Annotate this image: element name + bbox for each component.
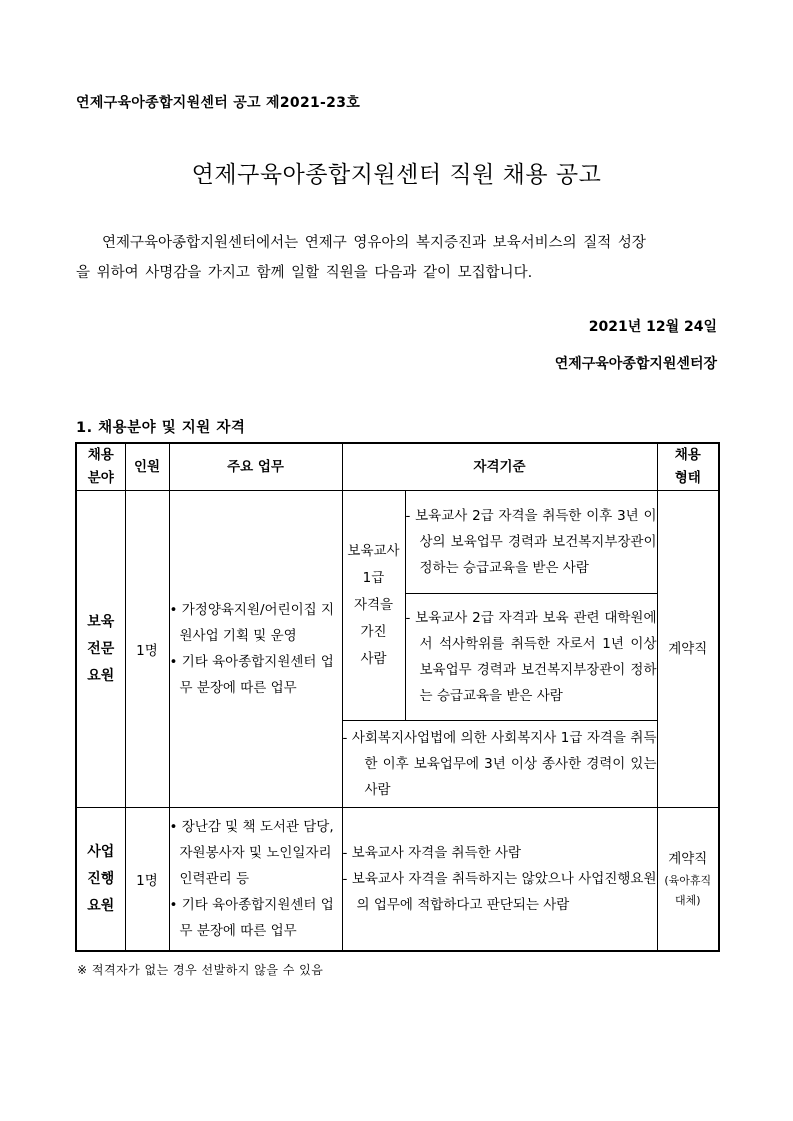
intro-line-2: 을 위하여 사명감을 가지고 함께 일할 직원을 다음과 같이 모집합니다. (76, 265, 533, 281)
row1-criteria-c (342, 721, 657, 808)
qual-line5: 사람 (360, 651, 387, 667)
header-headcount: 인원 (125, 443, 169, 491)
row1-field (76, 491, 125, 808)
table-header-row (76, 443, 719, 491)
row2-field-line2: 진행 (87, 870, 115, 887)
row1-duties (169, 491, 342, 808)
row2-duty-2: • 기타 육아종합지원센터 업무 분장에 따른 업무 (169, 897, 334, 939)
row2-headcount: 1명 (125, 808, 169, 952)
header-employment-line1: 채용 (674, 447, 701, 463)
row2-employment-type: 계약직 (668, 851, 708, 867)
table-row (76, 491, 719, 594)
row1-duty-1: • 가정양육지원/어린이집 지원사업 기획 및 운영 (169, 602, 335, 644)
header-field-line1: 채용 (87, 447, 114, 463)
recruitment-table (75, 442, 720, 952)
criteria-a-text: - 보육교사 2급 자격을 취득한 이후 3년 이상의 보육업무 경력과 보건복지부장관이 정하는 승급교육을 받은 사람 (405, 508, 657, 576)
row2-employment (657, 808, 719, 952)
row1-criteria-a (405, 491, 657, 594)
row2-criteria-2: - 보육교사 자격을 취득하지는 않았으나 사업진행요원의 업무에 적합하다고 판단되는 사람 (342, 871, 657, 913)
intro-line-1: 연제구육아종합지원센터에서는 연제구 영유아의 복지증진과 보육서비스의 질적 성장 (102, 235, 646, 251)
row2-employment-note: (육아휴직 대체) (664, 874, 712, 907)
row2-field (76, 808, 125, 952)
header-field (76, 443, 125, 491)
row1-employment: 계약직 (657, 491, 719, 808)
row2-duty-1: • 장난감 및 책 도서관 담당, 자원봉사자 및 노인일자리 인력관리 등 (169, 819, 334, 887)
row1-criteria-b (405, 594, 657, 721)
row2-criteria-1: - 보육교사 자격을 취득한 사람 (342, 845, 522, 861)
header-criteria: 자격기준 (342, 443, 657, 491)
row1-headcount: 1명 (125, 491, 169, 808)
row1-field-line1: 보육 (87, 613, 115, 630)
qual-line1: 보육교사 (347, 543, 400, 559)
section-title: 1. 채용분야 및 지원 자격 (76, 420, 246, 436)
qual-line2: 1급 (362, 570, 385, 586)
row1-qualification-label (342, 491, 405, 721)
row1-duty-2: • 기타 육아종합지원센터 업무 분장에 따른 업무 (169, 654, 334, 696)
qual-line3: 자격을 (353, 597, 394, 613)
row2-criteria (342, 808, 657, 952)
header-field-line2: 분야 (87, 470, 114, 486)
row1-field-line2: 전문 (87, 640, 115, 657)
table-row (76, 808, 719, 952)
criteria-b-text: - 보육교사 2급 자격과 보육 관련 대학원에서 석사학위를 취득한 자로서 1년 이상 보육업무 경력과 보건복지부장관이 정하는 승급교육을 받은 사람 (405, 610, 657, 704)
header-employment-line2: 형태 (674, 470, 701, 486)
notice-date: 2021년 12월 24일 (588, 319, 717, 335)
criteria-c-text: - 사회복지사업법에 의한 사회복지사 1급 자격을 취득한 이후 보육업무에 3년 이상 종사한 경력이 있는 사람 (342, 730, 657, 798)
row2-duties (169, 808, 342, 952)
qual-line4: 가진 (360, 624, 387, 640)
intro-paragraph (76, 228, 717, 288)
header-duties: 주요 업무 (169, 443, 342, 491)
notice-number: 연제구육아종합지원센터 공고 제2021-23호 (76, 95, 361, 111)
row1-field-line3: 요원 (87, 667, 115, 684)
issuer-name: 연제구육아종합지원센터장 (554, 356, 717, 372)
row2-field-line3: 요원 (87, 897, 115, 914)
header-employment (657, 443, 719, 491)
row2-field-line1: 사업 (87, 843, 115, 860)
page-title: 연제구육아종합지원센터 직원 채용 공고 (191, 162, 602, 188)
footnote: ※ 적격자가 없는 경우 선발하지 않을 수 있음 (77, 963, 324, 977)
